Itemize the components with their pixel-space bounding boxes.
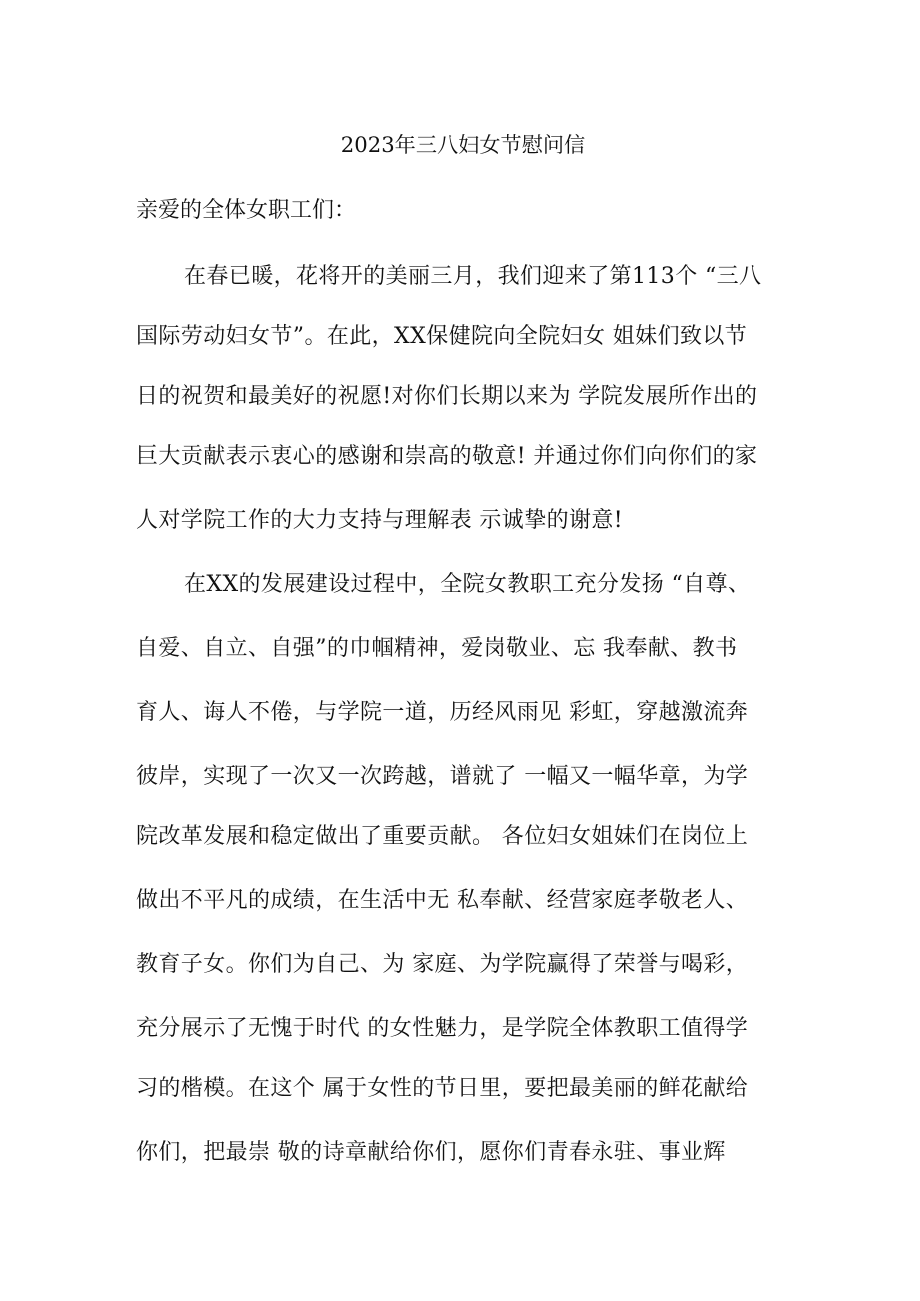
paragraph-line: 习的楷模。在这个 属于女性的节日里，要把最美丽的鲜花献给 [136, 1076, 749, 1101]
paragraph-line: 充分展示了无愧于时代 的女性魅力，是学院全体教职工值得学 [136, 1016, 749, 1041]
paragraph-line: 巨大贡献表示衷心的感谢和崇高的敬意! 并通过你们向你们的家 [136, 444, 758, 469]
paragraph-line: 你们，把最崇 敬的诗章献给你们，愿你们青春永驻、事业辉 [136, 1140, 726, 1165]
paragraph-line: 在XX的发展建设过程中，全院女教职工充分发扬 “自尊、 [184, 572, 751, 597]
paragraph-line: 育人、诲人不倦，与学院一道，历经风雨见 彩虹，穿越激流奔 [136, 700, 749, 725]
paragraph-line: 自爱、自立、自强”的巾帼精神，爱岗敬业、忘 我奉献、教书 [136, 636, 738, 661]
paragraph-line: 教育子女。你们为自己、为 家庭、为学院赢得了荣誉与喝彩， [136, 952, 749, 977]
paragraph-line: 在春已暖，花将开的美丽三月，我们迎来了第113个 “三八 [184, 264, 762, 289]
paragraph-line: 人对学院工作的大力支持与理解表 示诚挚的谢意! [136, 508, 624, 533]
salutation: 亲爱的全体女职工们： [136, 198, 357, 223]
paragraph-line: 做出不平凡的成绩，在生活中无 私奉献、经营家庭孝敬老人、 [136, 888, 749, 913]
document-title: 2023年三八妇女节慰问信 [340, 132, 586, 157]
paragraph-line: 彼岸，实现了一次又一次跨越，谱就了 一幅又一幅华章，为学 [136, 764, 749, 789]
paragraph-line: 日的祝贺和最美好的祝愿!对你们长期以来为 学院发展所作出的 [136, 384, 758, 409]
paragraph-line: 国际劳动妇女节”。在此，XX保健院向全院妇女 姐妹们致以节 [136, 324, 748, 349]
paragraph-line: 院改革发展和稳定做出了重要贡献。 各位妇女姐妹们在岗位上 [136, 824, 749, 849]
